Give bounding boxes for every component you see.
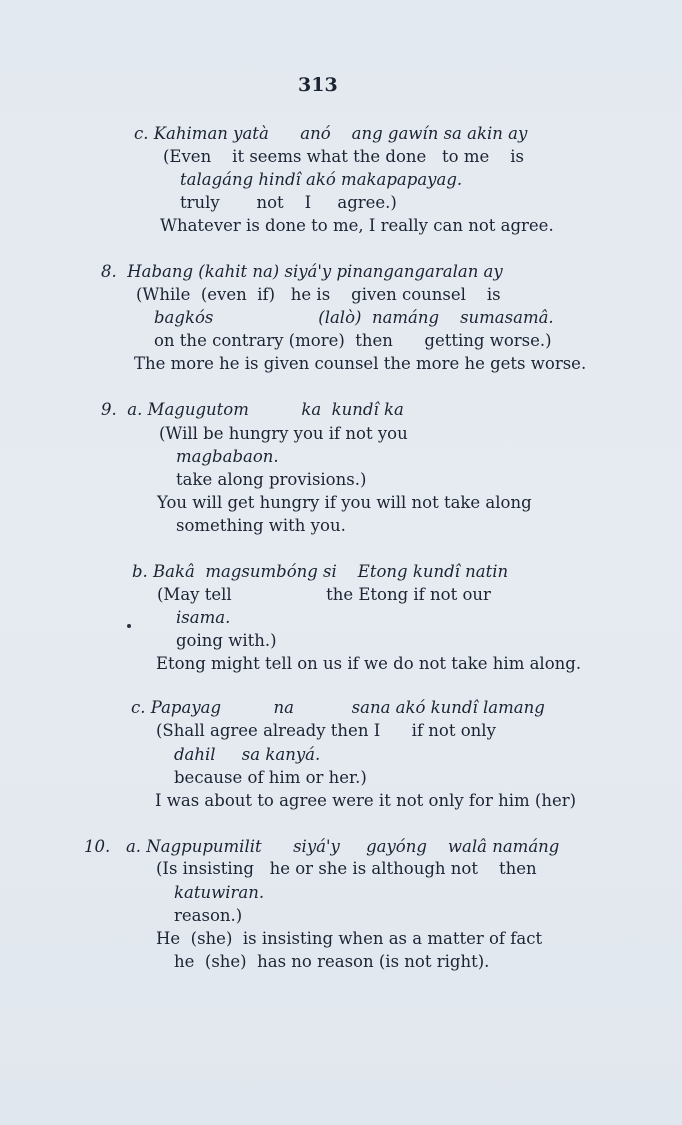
tagalog-line: bagkós (lalò) namáng sumasamâ. [154, 308, 554, 327]
gloss-line: on the contrary (more) then getting worse.) [154, 331, 552, 350]
ink-dot [127, 624, 131, 628]
tagalog-line: isama. [176, 608, 231, 627]
translation-line: something with you. [176, 516, 346, 535]
gloss-line: (May tell the Etong if not our [157, 585, 491, 604]
tagalog-line: 8. Habang (kahit na) siyá'y pinangangaralan ay [101, 262, 503, 281]
gloss-line: reason.) [174, 906, 243, 925]
translation-line: He (she) is insisting when as a matter of fact [156, 929, 543, 948]
gloss-line: going with.) [176, 631, 277, 650]
tagalog-line: c. Papayag na sana akó kundî lamang [131, 698, 545, 717]
gloss-line: take along provisions.) [176, 470, 367, 489]
tagalog-line: b. Bakâ magsumbóng si Etong kundî natin [132, 562, 509, 581]
tagalog-line: 9. a. Magugutom ka kundî ka [101, 400, 404, 419]
gloss-line: (Will be hungry you if not you [159, 424, 408, 443]
translation-line: You will get hungry if you will not take along [157, 493, 532, 512]
page-number: 313 [298, 74, 338, 96]
tagalog-line: dahil sa kanyá. [174, 745, 321, 764]
tagalog-line: 10. a. Nagpupumilit siyá'y gayóng walâ namáng [84, 837, 560, 856]
gloss-line: (While (even if) he is given counsel is [136, 285, 501, 304]
gloss-line: (Is insisting he or she is although not then [156, 859, 537, 878]
gloss-line: truly not I agree.) [180, 193, 397, 212]
gloss-line: because of him or her.) [174, 768, 367, 787]
gloss-line: (Shall agree already then I if not only [156, 721, 496, 740]
tagalog-line: magbabaon. [176, 447, 279, 466]
gloss-line: (Even it seems what the done to me is [163, 147, 524, 166]
translation-line: The more he is given counsel the more he gets worse. [134, 354, 587, 373]
tagalog-line: talagáng hindî akó makapapayag. [180, 170, 463, 189]
tagalog-line: katuwiran. [174, 883, 265, 902]
tagalog-line: c. Kahiman yatà anó ang gawín sa akin ay [134, 124, 528, 143]
translation-line: Whatever is done to me, I really can not agree. [160, 216, 554, 235]
translation-line: Etong might tell on us if we do not take him along. [156, 654, 582, 673]
translation-line: he (she) has no reason (is not right). [174, 952, 490, 971]
translation-line: I was about to agree were it not only for him (her) [155, 791, 577, 810]
